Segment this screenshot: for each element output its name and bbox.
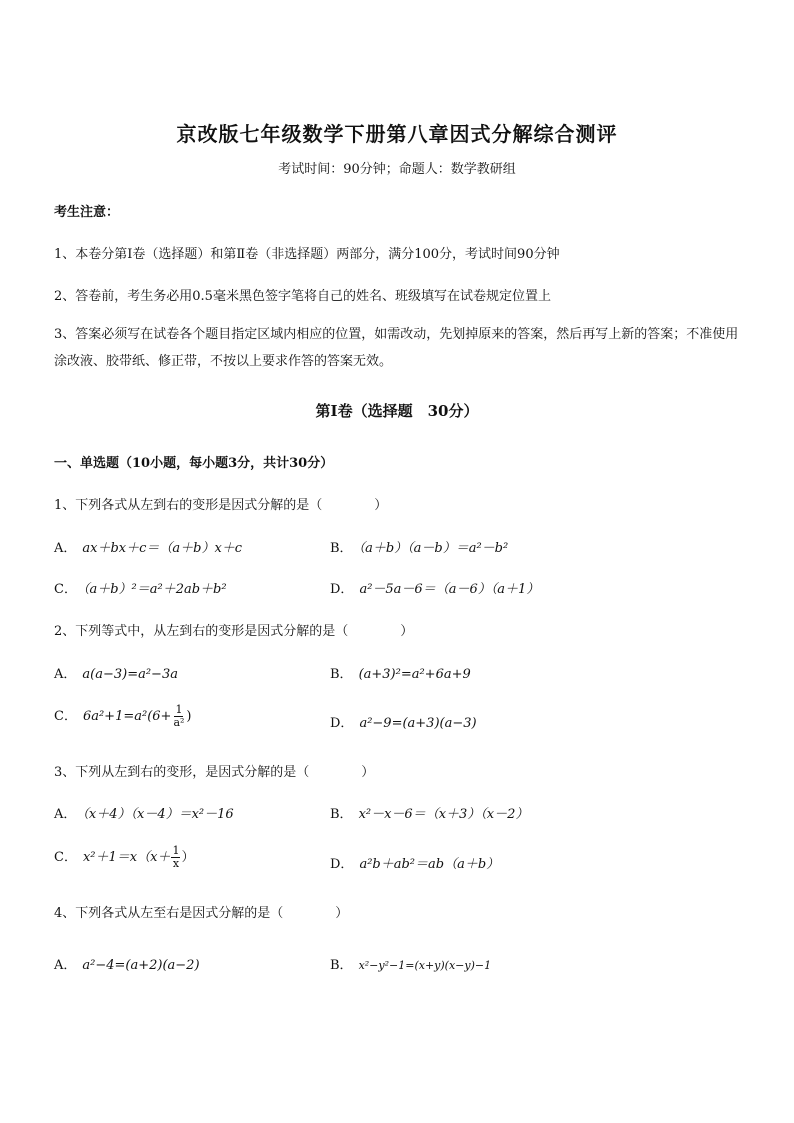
question-1-option-c xyxy=(54,578,227,597)
option-text: a²－5a－6＝（a－6）（a＋1） xyxy=(359,582,540,597)
option-letter: C． xyxy=(54,582,77,597)
notice-item-1: 1、本卷分第Ⅰ卷（选择题）和第Ⅱ卷（非选择题）两部分，满分100分，考试时间90分钟 xyxy=(54,247,560,262)
question-4-option-b xyxy=(330,954,491,973)
option-text-prefix: x²＋1＝x（x＋ xyxy=(82,850,171,865)
option-letter: B． xyxy=(330,667,353,682)
part-title: 第Ⅰ卷（选择题 30分） xyxy=(315,402,479,420)
option-text: ax＋bx＋c＝（a＋b）x＋c xyxy=(82,541,243,556)
option-letter: D． xyxy=(330,582,354,597)
fraction-numerator: 1 xyxy=(172,844,180,857)
question-1-option-a xyxy=(54,537,242,556)
option-text: a²b＋ab²＝ab（a＋b） xyxy=(359,857,500,872)
page-title: 京改版七年级数学下册第八章因式分解综合测评 xyxy=(176,122,618,146)
option-letter: A． xyxy=(54,667,77,682)
option-text: (a+3)²=a²+6a+9 xyxy=(358,667,471,682)
option-text: （a＋b）（a－b）＝a²－b² xyxy=(358,541,509,556)
option-letter: B． xyxy=(330,807,353,822)
option-text: a(a−3)=a²−3a xyxy=(82,667,178,682)
notice-item-3: 3、答案必须写在试卷各个题目指定区域内相应的位置，如需改动，先划掉原来的答案，然后再写上新的答案；不准使用涂改液、胶带纸、修正带，不按以上要求作答的答案无效。 xyxy=(54,327,739,369)
option-text: a²−4=(a+2)(a−2) xyxy=(82,958,200,973)
question-4-stem: 4、下列各式从左至右是因式分解的是（ ） xyxy=(54,906,349,921)
question-2-option-d xyxy=(330,712,477,731)
question-3-option-a xyxy=(54,803,234,822)
fraction-numerator: 1 xyxy=(175,703,183,716)
option-text: （a＋b）²＝a²＋2ab＋b² xyxy=(82,582,227,597)
question-2-option-b xyxy=(330,663,471,682)
question-1-option-b xyxy=(330,537,508,556)
question-2-option-a xyxy=(54,663,178,682)
notice-item-2: 2、答卷前，考生务必用0.5毫米黑色签字笔将自己的姓名、班级填写在试卷规定位置上 xyxy=(54,289,551,304)
fraction xyxy=(172,704,185,729)
section-heading: 一、单选题（10小题，每小题3分，共计30分） xyxy=(54,456,334,471)
question-2-stem: 2、下列等式中，从左到右的变形是因式分解的是（ ） xyxy=(54,624,414,639)
option-letter: A． xyxy=(54,541,77,556)
question-1-option-d xyxy=(330,578,539,597)
option-letter: D． xyxy=(330,716,354,731)
notice-heading: 考生注意： xyxy=(54,205,120,220)
option-text-suffix: ） xyxy=(181,850,195,865)
option-text-prefix: 6a²+1=a²(6+ xyxy=(82,709,172,724)
question-1-stem: 1、下列各式从左到右的变形是因式分解的是（ ） xyxy=(54,498,388,513)
option-text: （x＋4）（x－4）＝x²－16 xyxy=(82,807,234,822)
option-text-suffix: ) xyxy=(186,709,192,724)
question-3-stem: 3、下列从左到右的变形，是因式分解的是（ ） xyxy=(54,765,375,780)
question-2-option-c xyxy=(54,704,192,729)
option-letter: B． xyxy=(330,541,353,556)
fraction-denominator: a² xyxy=(173,716,185,729)
option-text: x²－x－6＝（x＋3）（x－2） xyxy=(358,807,529,822)
option-letter: A． xyxy=(54,807,77,822)
exam-info: 考试时间：90分钟；命题人：数学教研组 xyxy=(278,162,516,177)
fraction-denominator: x xyxy=(172,857,180,870)
question-3-option-b xyxy=(330,803,528,822)
question-3-option-d xyxy=(330,853,499,872)
question-3-option-c xyxy=(54,845,194,870)
option-letter: C． xyxy=(54,709,77,724)
option-letter: B． xyxy=(330,958,353,973)
option-text: a²−9=(a+3)(a−3) xyxy=(359,716,477,731)
question-4-option-a xyxy=(54,954,200,973)
option-text: x²−y²−1=(x+y)(x−y)−1 xyxy=(358,959,492,972)
option-letter: A． xyxy=(54,958,77,973)
fraction xyxy=(171,845,180,870)
option-letter: D． xyxy=(330,857,354,872)
option-letter: C． xyxy=(54,850,77,865)
